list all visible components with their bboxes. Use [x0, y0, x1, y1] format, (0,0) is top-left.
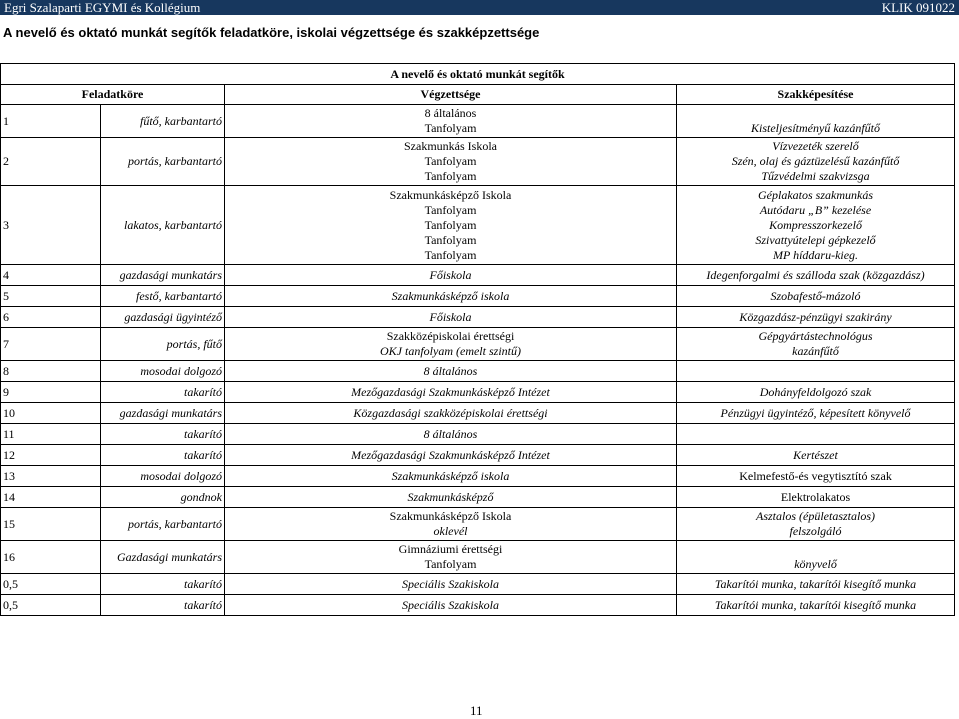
column-header-role: Feladatköre [1, 85, 225, 105]
table-row [1, 105, 955, 138]
row-number: 5 [1, 286, 101, 307]
education-line: Szakmunkásképző iskola [391, 468, 510, 483]
education-line: Tanfolyam [424, 154, 477, 168]
education-cell [225, 508, 677, 541]
qualification-line: Dohányfeldolgozó szak [759, 384, 872, 399]
qualification-line: Kertészet [793, 447, 838, 462]
qualification-cell [677, 595, 955, 616]
qualification-cell [677, 487, 955, 508]
education-line: Gimnáziumi érettségi [398, 542, 503, 556]
qualification-cell [677, 307, 955, 328]
education-line: Szakközépiskolai érettségi [386, 329, 515, 343]
qualification-line: kazánfűtő [792, 344, 839, 358]
education-line: Tanfolyam [424, 121, 477, 135]
qualification-cell [677, 105, 955, 138]
qualification-line: Takarítói munka, takarítói kisegítő munka [714, 576, 917, 591]
row-number: 1 [1, 105, 101, 138]
qualification-cell [677, 574, 955, 595]
role-cell: gazdasági ügyintéző [101, 307, 225, 328]
qualification-line: Autódaru „B” kezelése [759, 202, 872, 217]
role-cell: fűtő, karbantartó [101, 105, 225, 138]
qualification-line: könyvelő [794, 557, 837, 571]
table-row [1, 466, 955, 487]
education-line: Szakmunkásképző Iskola [389, 187, 512, 202]
education-line: Közgazdasági szakközépiskolai érettségi [353, 405, 548, 420]
table-row [1, 445, 955, 466]
row-number: 14 [1, 487, 101, 508]
qualification-line: Kompresszorkezelő [769, 217, 862, 232]
qualification-cell [677, 382, 955, 403]
table-row [1, 286, 955, 307]
qualification-cell [677, 328, 955, 361]
row-number: 11 [1, 424, 101, 445]
role-cell: portás, fűtő [101, 328, 225, 361]
table-row [1, 382, 955, 403]
table-row [1, 487, 955, 508]
page-header [0, 0, 959, 15]
qualification-line: Kelmefestő-és vegytisztító szak [739, 468, 892, 483]
education-line: OKJ tanfolyam (emelt szintű) [380, 344, 521, 358]
page-number: 11 [470, 703, 483, 718]
qualification-cell [677, 466, 955, 487]
education-line: Speciális Szakiskola [402, 597, 499, 612]
qualification-line: Szivattyútelepi gépkezelő [755, 232, 876, 247]
column-header-qualification: Szakképesítése [677, 85, 955, 105]
staff-table [0, 63, 955, 616]
qualification-line: Idegenforgalmi és szálloda szak (közgazdász) [706, 267, 925, 282]
role-cell: takarító [101, 424, 225, 445]
row-number: 2 [1, 138, 101, 186]
education-cell [225, 286, 677, 307]
qualification-cell [677, 265, 955, 286]
education-line: Tanfolyam [424, 169, 477, 183]
education-line: Szakmunkásképző [407, 489, 494, 504]
education-line: 8 általános [423, 363, 478, 378]
education-line: 8 általános [424, 106, 477, 120]
qualification-line: Szobafestő-mázoló [770, 288, 861, 303]
qualification-cell [677, 541, 955, 574]
header-institution: Egri Szalaparti EGYMI és Kollégium [4, 0, 201, 15]
qualification-cell [677, 424, 955, 445]
education-cell [225, 403, 677, 424]
qualification-cell [677, 138, 955, 186]
role-cell: portás, karbantartó [101, 138, 225, 186]
role-cell: mosodai dolgozó [101, 466, 225, 487]
qualification-cell [677, 186, 955, 265]
row-number: 4 [1, 265, 101, 286]
education-line: Tanfolyam [424, 217, 477, 232]
row-number: 6 [1, 307, 101, 328]
role-cell: gazdasági munkatárs [101, 265, 225, 286]
education-cell [225, 265, 677, 286]
education-line: oklevél [433, 524, 468, 538]
role-cell: takarító [101, 595, 225, 616]
qualification-line [679, 427, 952, 442]
role-cell: takarító [101, 574, 225, 595]
row-number: 12 [1, 445, 101, 466]
row-number: 15 [1, 508, 101, 541]
education-cell [225, 138, 677, 186]
education-cell [225, 361, 677, 382]
table-row [1, 541, 955, 574]
education-line: Tanfolyam [424, 232, 477, 247]
table-row [1, 508, 955, 541]
education-line: Tanfolyam [424, 557, 477, 571]
education-line: Speciális Szakiskola [402, 576, 499, 591]
education-cell [225, 595, 677, 616]
qualification-line: Közgazdász-pénzügyi szakirány [739, 309, 892, 324]
education-cell [225, 445, 677, 466]
qualification-cell [677, 403, 955, 424]
table-row [1, 138, 955, 186]
row-number: 3 [1, 186, 101, 265]
education-line: Szakmunkásképző iskola [391, 288, 510, 303]
education-cell [225, 105, 677, 138]
qualification-line: Pénzügyi ügyintéző, képesített könyvelő [720, 405, 911, 420]
qualification-line [679, 542, 952, 557]
table-row [1, 328, 955, 361]
table-row [1, 265, 955, 286]
qualification-cell [677, 361, 955, 382]
education-line: Tanfolyam [424, 247, 477, 262]
role-cell: portás, karbantartó [101, 508, 225, 541]
education-line: Mezőgazdasági Szakmunkásképző Intézet [351, 384, 550, 399]
table-row [1, 361, 955, 382]
row-number: 13 [1, 466, 101, 487]
table-row [1, 424, 955, 445]
role-cell: Gazdasági munkatárs [101, 541, 225, 574]
education-cell [225, 466, 677, 487]
qualification-line: Géplakatos szakmunkás [758, 187, 873, 202]
education-cell [225, 328, 677, 361]
education-line: Tanfolyam [424, 202, 477, 217]
education-cell [225, 307, 677, 328]
role-cell: gondnok [101, 487, 225, 508]
qualification-line [679, 106, 952, 121]
role-cell: mosodai dolgozó [101, 361, 225, 382]
row-number: 7 [1, 328, 101, 361]
education-cell [225, 186, 677, 265]
table-row [1, 574, 955, 595]
row-number: 0,5 [1, 574, 101, 595]
qualification-line: Takarítói munka, takarítói kisegítő munka [714, 597, 917, 612]
qualification-line: Kisteljesítményű kazánfűtő [751, 121, 880, 135]
qualification-line: felszolgáló [789, 524, 842, 538]
column-header-education: Végzettsége [225, 85, 677, 105]
education-line: Mezőgazdasági Szakmunkásképző Intézet [351, 447, 550, 462]
education-line: Szakmunkásképző Iskola [389, 509, 512, 523]
role-cell: lakatos, karbantartó [101, 186, 225, 265]
education-line: 8 általános [423, 426, 478, 441]
qualification-line: Elektrolakatos [780, 489, 851, 504]
qualification-line: Szén, olaj és gáztüzelésű kazánfűtő [731, 154, 900, 168]
role-cell: takarító [101, 445, 225, 466]
header-code: KLIK 091022 [881, 0, 955, 15]
row-number: 16 [1, 541, 101, 574]
document-title: A nevelő és oktató munkát segítők feladatköre, iskolai végzettsége és szakképzettsége [3, 25, 540, 40]
table-row [1, 403, 955, 424]
table-row [1, 186, 955, 265]
row-number: 0,5 [1, 595, 101, 616]
education-cell [225, 487, 677, 508]
table-caption: A nevelő és oktató munkát segítők [1, 64, 955, 85]
education-line: Főiskola [429, 267, 472, 282]
role-cell: gazdasági munkatárs [101, 403, 225, 424]
table-row [1, 307, 955, 328]
role-cell: festő, karbantartó [101, 286, 225, 307]
qualification-cell [677, 508, 955, 541]
role-cell: takarító [101, 382, 225, 403]
row-number: 10 [1, 403, 101, 424]
education-cell [225, 541, 677, 574]
qualification-line [679, 364, 952, 379]
row-number: 9 [1, 382, 101, 403]
qualification-line: Asztalos (épületasztalos) [756, 509, 876, 523]
qualification-cell [677, 286, 955, 307]
education-cell [225, 574, 677, 595]
row-number: 8 [1, 361, 101, 382]
table-row [1, 595, 955, 616]
qualification-cell [677, 445, 955, 466]
education-line: Főiskola [429, 309, 472, 324]
qualification-line: Tűzvédelmi szakvizsga [761, 169, 870, 183]
qualification-line: Gépgyártástechnológus [758, 329, 873, 343]
qualification-line: MP híddaru-kieg. [772, 247, 859, 262]
education-cell [225, 424, 677, 445]
qualification-line: Vízvezeték szerelő [772, 139, 859, 153]
education-line: Szakmunkás Iskola [404, 139, 497, 153]
education-cell [225, 382, 677, 403]
